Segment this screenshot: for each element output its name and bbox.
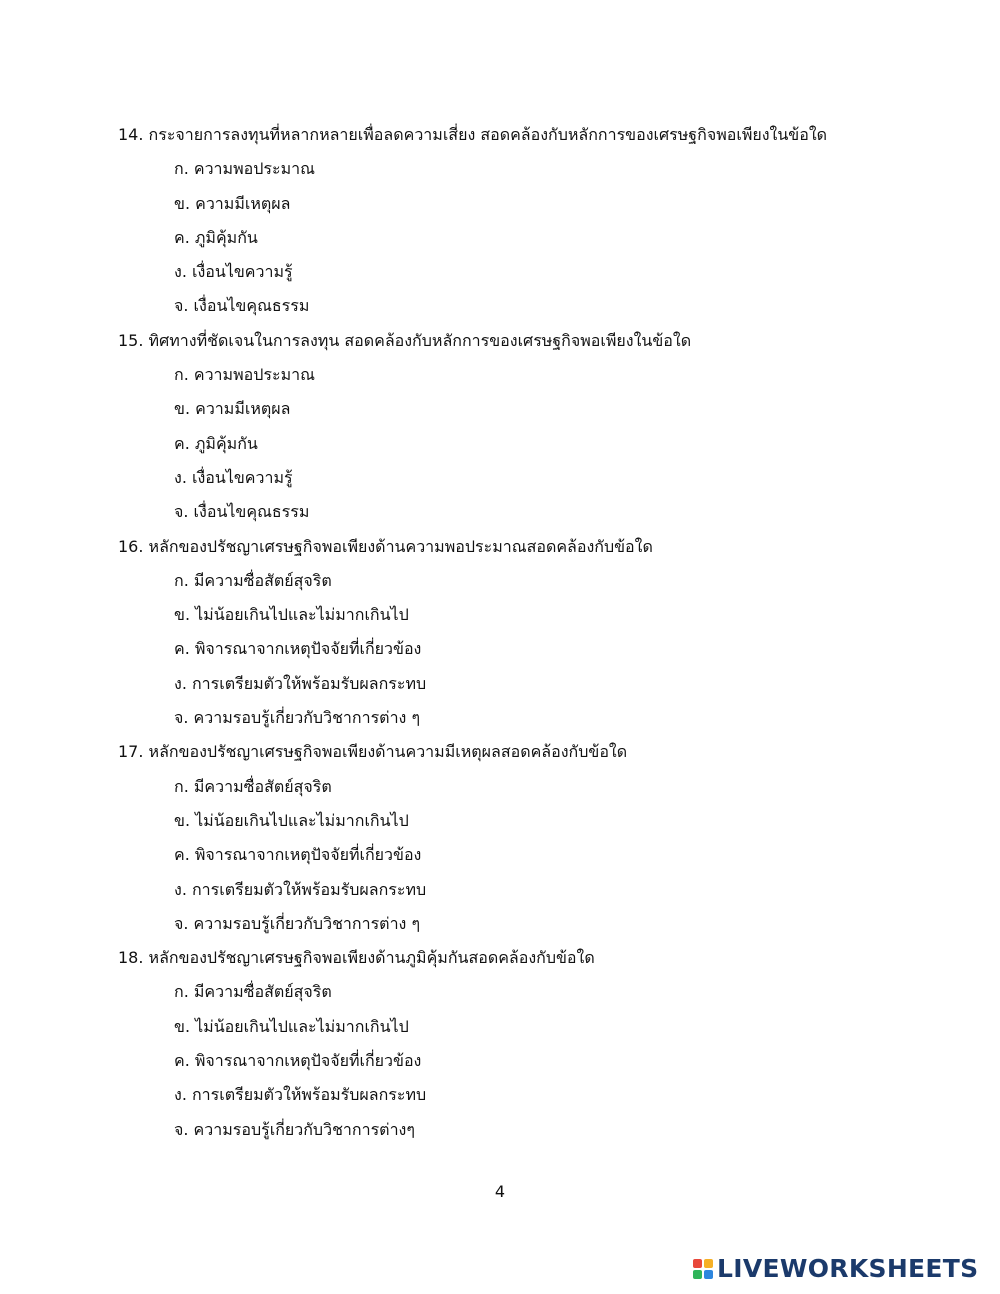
logo-text: LIVEWORKSHEETS [717,1254,979,1283]
logo-mark-square [704,1270,713,1279]
choice-option: ข. ไม่น้อยเกินไปและไม่มากเกินไป [174,810,409,830]
choice-option: จ. ความรอบรู้เกี่ยวกับวิชาการต่างๆ [174,1119,415,1139]
question-16 [118,530,978,736]
choice-option: ข. ไม่น้อยเกินไปและไม่มากเกินไป [174,605,409,625]
choice-option: จ. เงื่อนไขคุณธรรม [174,502,310,522]
liveworksheets-mark-icon [693,1259,713,1279]
page-number: 4 [494,1182,506,1201]
choice-option: จ. เงื่อนไขคุณธรรม [174,296,310,316]
choice-option: ง. การเตรียมตัวให้พร้อมรับผลกระทบ [174,879,427,899]
choice-option: ข. ความมีเหตุผล [174,399,291,419]
choice-option: ค. ภูมิคุ้มกัน [174,227,258,247]
choice-option: ก. ความพอประมาณ [174,365,315,385]
question-18 [118,941,978,1147]
question-stem: 17. หลักของปรัชญาเศรษฐกิจพอเพียงด้านความมีเหตุผลสอดคล้องกับข้อใด [118,742,628,762]
choice-option: ง. การเตรียมตัวให้พร้อมรับผลกระทบ [174,1085,427,1105]
liveworksheets-logo [693,1254,978,1284]
choice-option: ก. มีความซื่อสัตย์สุจริต [174,570,332,590]
choice-option: ข. ไม่น้อยเกินไปและไม่มากเกินไป [174,1016,409,1036]
question-15 [118,324,978,530]
question-17 [118,735,978,941]
choice-option: ค. พิจารณาจากเหตุปัจจัยที่เกี่ยวข้อง [174,639,422,659]
logo-mark-square [693,1270,702,1279]
choice-option: ง. เงื่อนไขความรู้ [174,262,293,282]
question-stem: 16. หลักของปรัชญาเศรษฐกิจพอเพียงด้านความพอประมาณสอดคล้องกับข้อใด [118,536,653,556]
choice-option: ข. ความมีเหตุผล [174,193,291,213]
choice-option: ก. มีความซื่อสัตย์สุจริต [174,776,332,796]
choice-option: ค. พิจารณาจากเหตุปัจจัยที่เกี่ยวข้อง [174,845,422,865]
choice-option: ง. การเตรียมตัวให้พร้อมรับผลกระทบ [174,673,427,693]
choice-option: จ. ความรอบรู้เกี่ยวกับวิชาการต่าง ๆ [174,708,421,728]
logo-mark-square [704,1259,713,1268]
question-stem: 15. ทิศทางที่ชัดเจนในการลงทุน สอดคล้องกับหลักการของเศรษฐกิจพอเพียงในข้อใด [118,330,692,350]
choice-option: ง. เงื่อนไขความรู้ [174,467,293,487]
question-list [118,118,978,1147]
choice-option: จ. ความรอบรู้เกี่ยวกับวิชาการต่าง ๆ [174,913,421,933]
choice-option: ค. พิจารณาจากเหตุปัจจัยที่เกี่ยวข้อง [174,1051,422,1071]
question-14 [118,118,978,324]
question-stem: 14. กระจายการลงทุนที่หลากหลายเพื่อลดความเสี่ยง สอดคล้องกับหลักการของเศรษฐกิจพอเพียงในข้อใด [118,125,828,144]
choice-option: ก. ความพอประมาณ [174,159,315,179]
question-stem: 18. หลักของปรัชญาเศรษฐกิจพอเพียงด้านภูมิคุ้มกันสอดคล้องกับข้อใด [118,948,595,968]
logo-mark-square [693,1259,702,1268]
choice-option: ก. มีความซื่อสัตย์สุจริต [174,982,332,1002]
choice-option: ค. ภูมิคุ้มกัน [174,433,258,453]
